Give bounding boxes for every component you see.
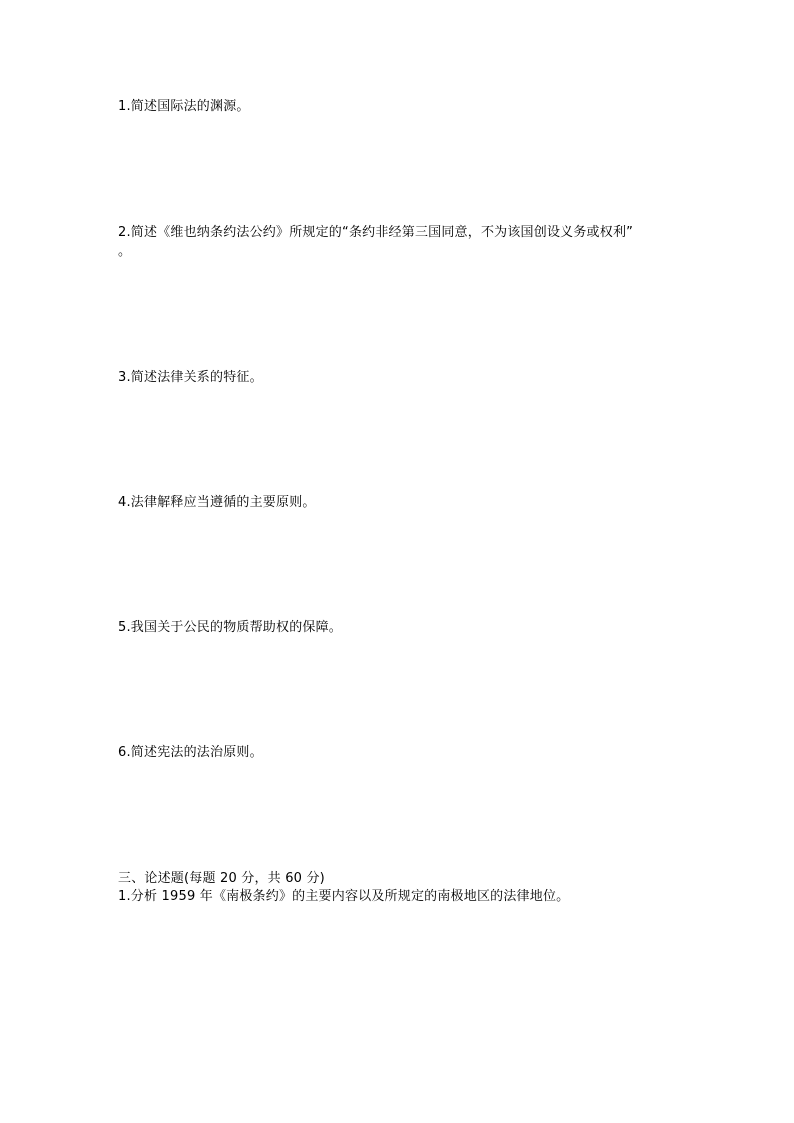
question-6: 6.简述宪法的法治原则。 [118,745,263,760]
question-5: 5.我国关于公民的物质帮助权的保障。 [118,620,343,635]
section-3-heading: 三、论述题(每题 20 分，共 60 分) [118,871,325,886]
question-2-line-1: 2.简述《维也纳条约法公约》所规定的“条约非经第三国同意，不为该国创设义务或权利” [118,225,634,240]
essay-question-1: 1.分析 1959 年《南极条约》的主要内容以及所规定的南极地区的法律地位。 [118,889,570,904]
question-1: 1.简述国际法的渊源。 [118,99,250,114]
question-3: 3.简述法律关系的特征。 [118,370,263,385]
question-4: 4.法律解释应当遵循的主要原则。 [118,495,316,510]
question-2-line-2: 。 [118,244,132,259]
